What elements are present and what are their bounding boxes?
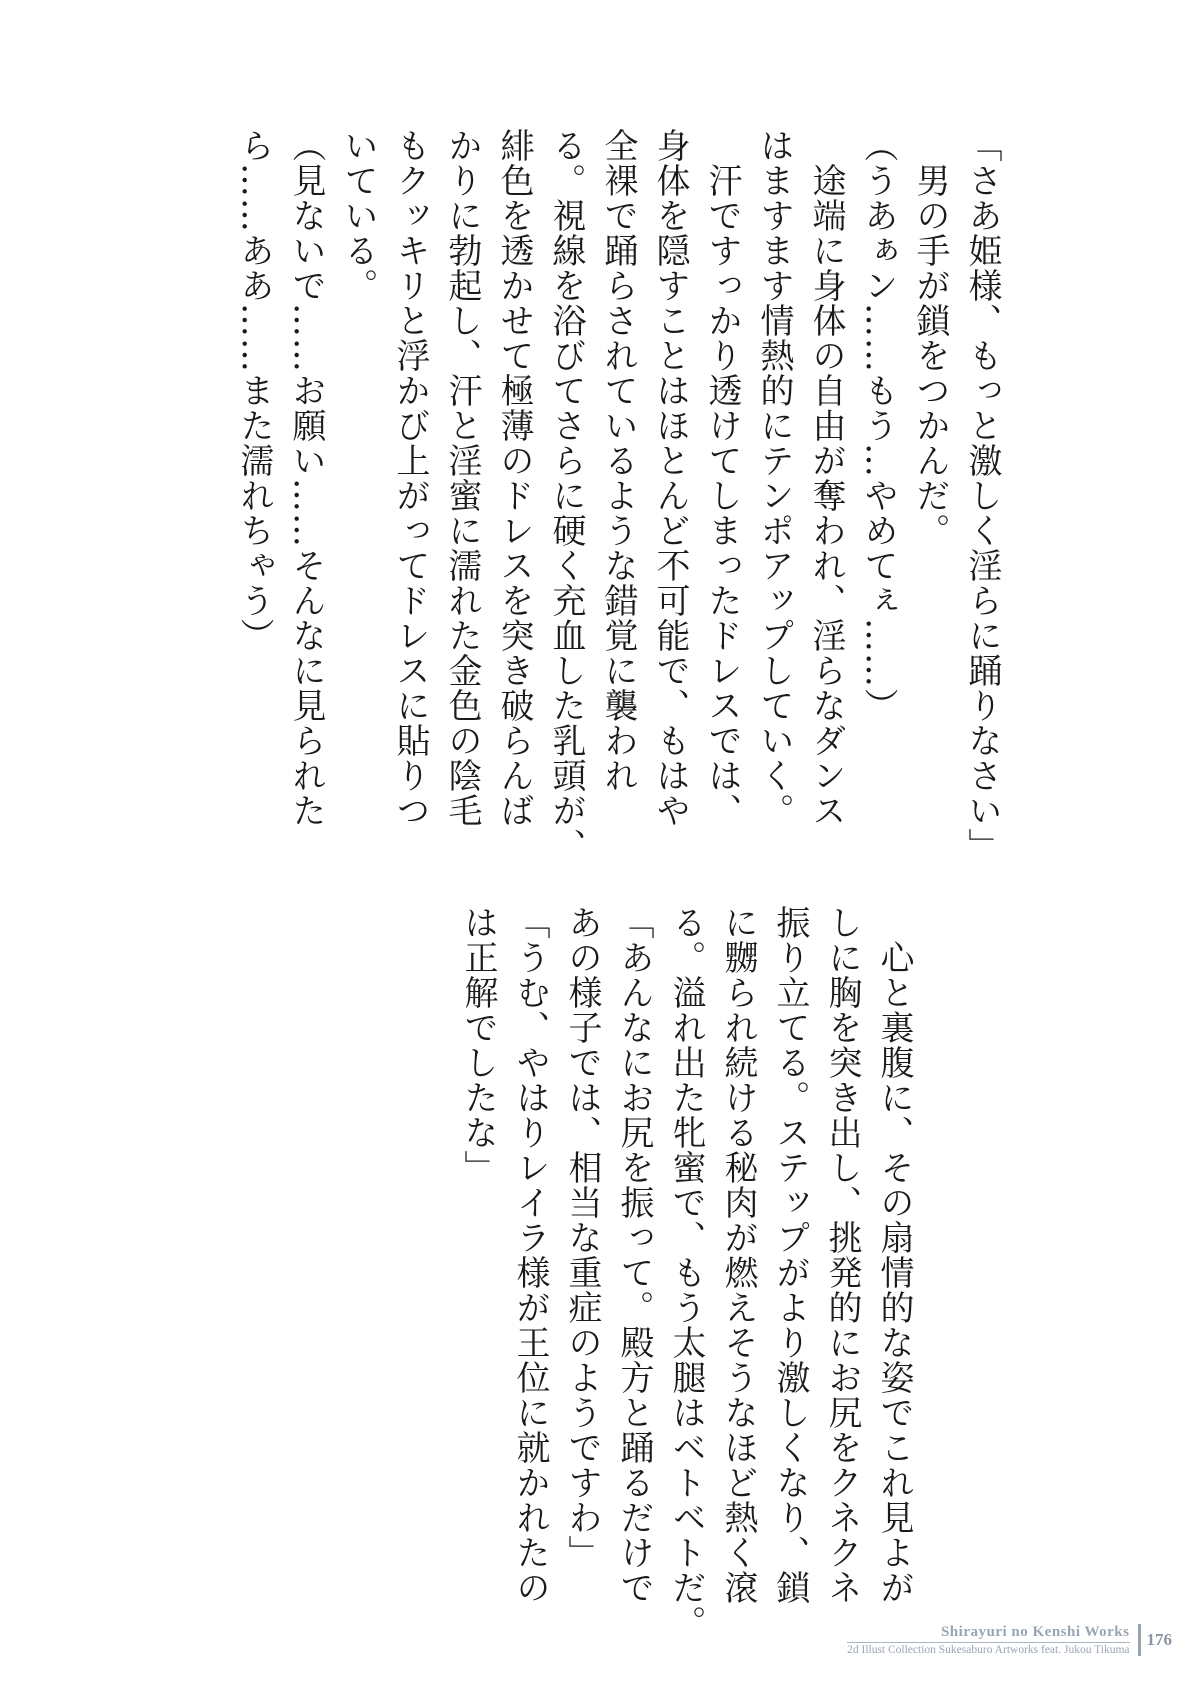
upper-text-block xyxy=(228,128,1008,863)
text-line: 「うむ、やはりレイラ様が王位に就かれたの xyxy=(510,905,550,1605)
text-line: はますます情熱的にテンポアップしていく。 xyxy=(754,128,794,828)
text-line: （見ないで……お願い……そんなに見られた xyxy=(286,128,326,828)
text-line: 「さあ姫様、もっと激しく淫らに踊りなさい」 xyxy=(962,128,1002,863)
text-line: 心と裏腹に、その扇情的な姿でこれ見よが xyxy=(874,905,914,1605)
footer-text xyxy=(847,1624,1135,1656)
text-line: もクッキリと浮かび上がってドレスに貼りつ xyxy=(390,128,430,828)
text-line: かりに勃起し、汗と淫蜜に濡れた金色の陰毛 xyxy=(442,128,482,828)
text-line: る。視線を浴びてさらに硬く充血した乳頭が、 xyxy=(546,128,586,863)
text-line: あの様子では、相当な重症のようですわ」 xyxy=(562,905,602,1570)
text-line: に嬲られ続ける秘肉が燃えそうなほど熱く滾 xyxy=(718,905,758,1605)
lower-text-block xyxy=(452,905,920,1640)
footer-title: Shirayuri no Kenshi Works xyxy=(940,1624,1130,1640)
text-line: いている。 xyxy=(338,128,378,303)
footer-subtitle: 2d Illust Collection Sukesaburo Artworks feat. Jukou Tikuma xyxy=(847,1644,1130,1656)
text-line: 男の手が鎖をつかんだ。 xyxy=(910,128,950,548)
text-line: 汗ですっかり透けてしまったドレスでは、 xyxy=(702,128,742,828)
text-line: しに胸を突き出し、挑発的にお尻をクネクネ xyxy=(822,905,862,1605)
page-footer xyxy=(847,1624,1172,1656)
text-line: 「あんなにお尻を振って。殿方と踊るだけで xyxy=(614,905,654,1605)
text-line: 振り立てる。ステップがより激しくなり、鎖 xyxy=(770,905,810,1605)
text-line: 緋色を透かせて極薄のドレスを突き破らんば xyxy=(494,128,534,828)
text-line: 全裸で踊らされているような錯覚に襲われ xyxy=(598,128,638,793)
text-line: る。溢れ出た牝蜜で、もう太腿はベトベトだ。 xyxy=(666,905,706,1640)
footer-divider xyxy=(1138,1624,1141,1656)
text-line: ら……ああ……また濡れちゃう） xyxy=(234,128,274,653)
page-number: 176 xyxy=(1146,1630,1172,1649)
text-line: は正解でしたな」 xyxy=(458,905,498,1185)
text-line: 身体を隠すことはほとんど不可能で、もはや xyxy=(650,128,690,828)
text-line: （うあぁン……もう…やめてぇ……） xyxy=(858,128,898,723)
text-line: 途端に身体の自由が奪われ、淫らなダンス xyxy=(806,128,846,828)
